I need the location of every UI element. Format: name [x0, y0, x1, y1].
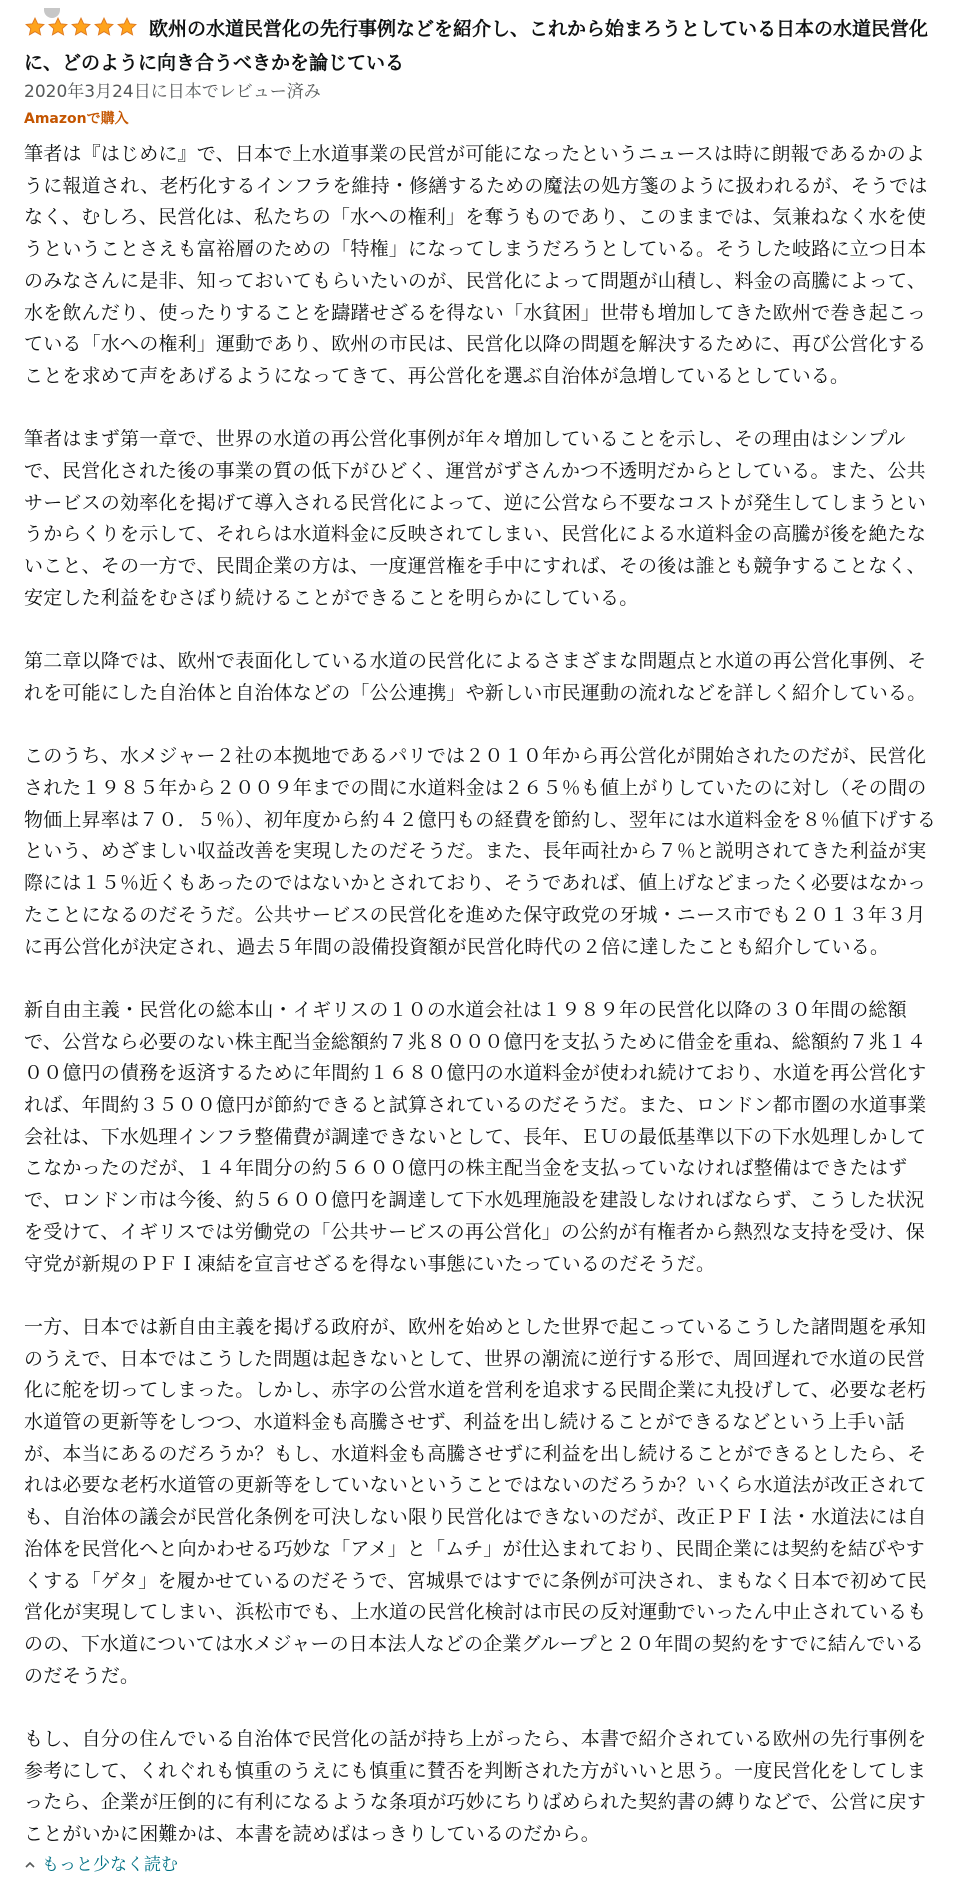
review-paragraph: 筆者はまず第一章で、世界の水道の再公営化事例が年々増加していることを示し、その理由はシンプルで、民営化された後の事業の質の低下がひどく、運営がずさんかつ不透明だからとしている。また、公共サービスの効率化を掲げて導入される民営化によって、逆に公営なら不要なコストが発生してしまうというからくりを示して、それらは水道料金に反映されてしまい、民営化による水道料金の高騰が後を絶たないこと、その一方で、民間企業の方は、一度運営権を手中にすれば、その後は誰とも競争することなく、安定した利益をむさぼり続けることができることを明らかにしている。: [24, 428, 927, 609]
review-body: [24, 139, 937, 1851]
review-paragraph: 筆者は『はじめに』で、日本で上水道事業の民営が可能になったというニュースは時に朗報であるかのように報道され、老朽化するインフラを維持・修繕するための魔法の処方箋のように扱われるが、そうではなく、むしろ、民営化は、私たちの「水への権利」を奪うものであり、このままでは、気兼ねなく水を使うということさえも富裕層のための「特権」になってしまうだろうとしている。そうした岐路に立つ日本のみなさんに是非、知っておいてもらいたいのが、民営化によって問題が山積し、料金の高騰によって、水を飲んだり、使ったりすることを躊躇せざるを得ない「水貧困」世帯も増加してきた欧州で巻き起こっている「水への権利」運動であり、欧州の市民は、民営化以降の問題を解決するために、再び公営化することを求めて声をあげるようになってきて、再公営化を選ぶ自治体が急増しているとしている。: [24, 143, 928, 387]
star-icon: [116, 16, 138, 38]
review-card: [0, 14, 961, 1879]
review-paragraph: 第二章以降では、欧州で表面化している水道の民営化によるさまざまな問題点と水道の再公営化事例、それを可能にした自治体と自治体などの「公公連携」や新しい市民運動の流れなどを詳しく紹介している。: [24, 650, 927, 704]
review-paragraph: 新自由主義・民営化の総本山・イギリスの１０の水道会社は１９８９年の民営化以降の３０年間の総額で、公営なら必要のない株主配当金総額約７兆８０００億円を支払うために借金を重ね、総額約７兆１４００億円の債務を返済するために年間約１６８０億円の水道料金が使われ続けており、水道を再公営化すれば、年間約３５００億円が節約できると試算されているのだそうだ。また、ロンドン都市圏の水道事業会社は、下水処理インフラ整備費が調達できないとして、長年、ＥＵの最低基準以下の下水処理しかしてこなかったのだが、１４年間分の約５６００億円の株主配当金を支払っていなければ整備はできたはずで、ロンドン市は今後、約５６００億円を調達して下水処理施設を建設しなければならず、こうした状況を受けて、イギリスでは労働党の「公共サービスの再公営化」の公約が有権者から熱烈な支持を受け、保守党が新規のＰＦＩ凍結を宣言せざるを得ない事態にいたっているのだそうだ。: [24, 998, 927, 1275]
review-date: 2020年3月24日に日本でレビュー済み: [24, 82, 321, 102]
star-icon: [47, 16, 69, 38]
review-title-row: [24, 14, 937, 79]
review-paragraph: このうち、水メジャー２社の本拠地であるパリでは２０１０年から再公営化が開始されたのだが、民営化された１９８５年から２００９年までの間に水道料金は２６５％も値上がりしていたのに対し（その間の物価上昇率は７０．５％）、初年度から約４２億円もの経費を節約し、翌年には水道料金を８％値下げするという、めざましい収益改善を実現したのだそうだ。また、長年両社から７％と説明されてきた利益が実際には１５％近くもあったのではないかとされており、そうであれば、値上げなどまったく必要はなかったことになるのだそうだ。公共サービスの民営化を進めた保守政党の牙城・ニース市でも２０１３年３月に再公営化が決定され、過去５年間の設備投資額が民営化時代の２倍に達したことも紹介している。: [24, 745, 937, 958]
chevron-up-icon: [24, 1859, 36, 1871]
star-rating[interactable]: [24, 16, 139, 48]
read-less-link[interactable]: [24, 1851, 178, 1879]
star-icon: [24, 16, 46, 38]
review-paragraph: もし、自分の住んでいる自治体で民営化の話が持ち上がったら、本書で紹介されている欧州の先行事例を参考にして、くれぐれも慎重のうえにも慎重に賛否を判断された方がいいと思う。一度民営化をしてしまったら、企業が圧倒的に有利になるような条項が巧妙にちりばめられた契約書の縛りなどで、公営に戻すことがいかに困難かは、本書を読めばはっきりしているのだから。: [24, 1728, 927, 1846]
review-title[interactable]: 欧州の水道民営化の先行事例などを紹介し、これから始まろうとしている日本の水道民営化に、どのように向き合うべきかを論じている: [24, 18, 929, 74]
star-icon: [93, 16, 115, 38]
review-paragraph: 一方、日本では新自由主義を掲げる政府が、欧州を始めとした世界で起こっているこうした諸問題を承知のうえで、日本ではこうした問題は起きないとして、世界の潮流に逆行する形で、周回遅れで水道の民営化に舵を切ってしまった。しかし、赤字の公営水道を営利を追求する民間企業に丸投げして、必要な老朽水道管の更新等をしつつ、水道料金も高騰させず、利益を出し続けることができるなどという上手い話が、本当にあるのだろうか？もし、水道料金も高騰させずに利益を出し続けることができるとしたら、それは必要な老朽水道管の更新等をしていないということではないのだろうか？いくら水道法が改正されても、自治体の議会が民営化条例を可決しない限り民営化はできないのだが、改正ＰＦＩ法・水道法には自治体を民営化へと向かわせる巧妙な「アメ」と「ムチ」が仕込まれており、民間企業には契約を結びやすくする「ゲタ」を履かせているのだそうで、宮城県ではすでに条例が可決され、まもなく日本で初めて民営化が実現してしまい、浜松市でも、上水道の民営化検討は市民の反対運動でいったん中止されているものの、下水道については水メジャーの日本法人などの企業グループと２０年間の契約をすでに結んでいるのだそうだ。: [24, 1315, 927, 1687]
verified-purchase-badge: Amazonで購入: [24, 111, 129, 127]
star-icon: [70, 16, 92, 38]
read-less-label: もっと少なく読む: [42, 1854, 178, 1875]
